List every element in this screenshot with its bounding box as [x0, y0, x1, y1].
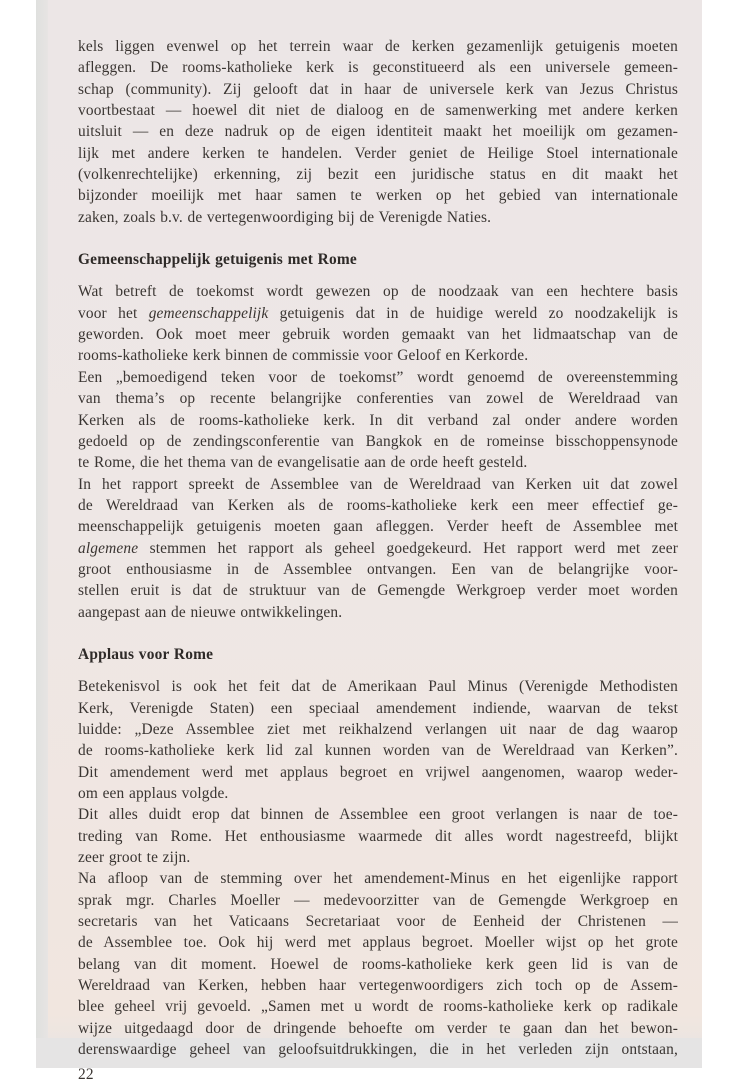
text-line: te Rome, die het thema van de evangelisatie aan de orde heeft gesteld.: [78, 454, 528, 472]
paragraph-bemoedigend-teken: [78, 367, 678, 474]
paragraph-toekomst: [78, 281, 678, 366]
text-line: schap (community). Zij gelooft dat in haar de universele kerk van Jezus Christus: [78, 80, 678, 98]
text-line: voortbestaat — hoewel dit niet de dialoog en de samenwerking met andere kerken: [78, 102, 678, 120]
text-line: zeer groot te zijn.: [78, 849, 191, 867]
page-body: [78, 36, 678, 1086]
text-line: In het rapport spreekt de Assemblee van de Wereldraad van Kerken uit dat zowel: [78, 475, 678, 493]
paragraph-intro: [78, 36, 678, 228]
text-line: de rooms-katholieke kerk lid zal kunnen worden van de Wereldraad van Kerken”.: [78, 742, 678, 760]
text-line: Dit alles duidt erop dat binnen de Assemblee een groot verlangen is naar de toe-: [78, 806, 678, 824]
text-line: om een applaus volgde.: [78, 785, 229, 802]
text-line: Kerken als de rooms-katholieke kerk. In dit verband zal onder andere worden: [78, 411, 678, 429]
text-line: blee geheel vrij gevoeld. „Samen met u wordt de rooms-katholieke kerk op radikale: [78, 998, 678, 1016]
emphasis-gemeenschappelijk: gemeenschappelijk: [148, 304, 269, 322]
text-line: afleggen. De rooms-katholieke kerk is geconstitueerd als een universele gemeen-: [78, 59, 678, 77]
text-line: Een „bemoedigend teken voor de toekomst” wordt genoemd de overeenstemming: [78, 368, 678, 386]
text-line: (volkenrechtelijke) erkenning, zij bezit een juridische status en dit maakt het: [78, 166, 678, 184]
paragraph-amendement: [78, 676, 678, 804]
text-line: derenswaardige geheel van geloofsuitdrukkingen, die in het verleden zijn ontstaan,: [78, 1041, 678, 1059]
text-line: Wat betreft de toekomst wordt gewezen op de noodzaak van een hechtere basis: [78, 283, 678, 301]
text-line: stellen eruit is dat de struktuur van de Gemengde Werkgroep verder moet worden: [78, 582, 678, 600]
text-line: treding van Rome. Het enthousiasme waarmede dit alles wordt nagestreefd, blijkt: [78, 827, 678, 845]
text-line: geworden. Ook moet meer gebruik worden gemaakt van het lidmaatschap van de: [78, 326, 678, 344]
text-line: van thema’s op recente belangrijke conferenties van zowel de Wereldraad van: [78, 390, 678, 408]
text-line: meenschappelijk getuigenis moeten gaan afleggen. Verder heeft de Assemblee met: [78, 518, 678, 536]
emphasis-algemene: algemene: [78, 539, 139, 557]
text-line: de Wereldraad van Kerken als de rooms-katholieke kerk een meer effectief ge-: [78, 496, 678, 514]
text-line: lijk met andere kerken te handelen. Verder geniet de Heilige Stoel internationale: [78, 144, 678, 162]
text-line: sprak mgr. Charles Moeller — medevoorzitter van de Gemengde Werkgroep en: [78, 891, 678, 909]
text-line: secretaris van het Vaticaans Secretariaat voor de Eenheid der Christenen —: [78, 913, 678, 931]
book-page: [36, 0, 702, 1084]
text-line: de Assemblee toe. Ook hij werd met applaus begroet. Moeller wijst op het grote: [78, 934, 678, 952]
text-line: groot enthousiasme in de Assemblee ontvangen. Een van de belangrijke voor-: [78, 560, 678, 578]
text-line: kels liggen evenwel op het terrein waar de kerken gezamenlijk getuigenis moeten: [78, 38, 678, 55]
page-number: 22: [78, 1066, 94, 1084]
paragraph-moeller: [78, 868, 678, 1060]
text-line: wijze uitgedaagd door de dringende behoefte om verder te gaan dan het bewon-: [78, 1019, 678, 1037]
text-line: Betekenisvol is ook het feit dat de Amerikaan Paul Minus (Verenigde Methodisten: [78, 678, 678, 696]
text-line: uitsluit — en deze nadruk op de eigen identiteit maakt het moeilijk om gezamen-: [78, 123, 678, 141]
text-line: zaken, zoals b.v. de vertegenwoordiging bij de Verenigde Naties.: [78, 208, 492, 226]
text-line: aangepast aan de nieuwe ontwikkelingen.: [78, 603, 343, 621]
text-line: belang van dit moment. Hoewel de rooms-katholieke kerk geen lid is van de: [78, 955, 678, 973]
text-line: Dit amendement werd met applaus begroet en vrijwel aangenomen, waarop weder-: [78, 763, 678, 781]
text-line: luidde: „Deze Assemblee ziet met reikhalzend verlangen uit naar de dag waarop: [78, 720, 678, 738]
paragraph-rapport: [78, 474, 678, 623]
text-line: [78, 538, 678, 559]
text-line: [78, 303, 678, 324]
text-line: Wereldraad van Kerken, hebben haar vertegenwoordigers zich toch op de Assem-: [78, 977, 678, 995]
paragraph-toetreding: [78, 804, 678, 868]
text-line: Kerk, Verenigde Staten) een speciaal amendement indiende, waarvan de tekst: [78, 699, 678, 717]
text-line: rooms-katholieke kerk binnen de commissie voor Geloof en Kerkorde.: [78, 347, 529, 365]
text-line: bijzonder moeilijk met haar samen te werken op het gebied van internationale: [78, 187, 678, 205]
section-heading-applaus-voor-rome: Applaus voor Rome: [78, 645, 214, 663]
text-line: gedoeld op de zendingsconferentie van Bangkok en de romeinse bisschoppensynode: [78, 432, 678, 450]
section-heading-gemeenschappelijk-getuigenis: Gemeenschappelijk getuigenis met Rome: [78, 251, 357, 269]
text-line: Na afloop van de stemming over het amendement-Minus en het eigenlijke rapport: [78, 870, 678, 888]
text-fragment: getuigenis dat in de huidige wereld zo noodzakelijk is: [268, 304, 678, 322]
text-fragment: stemmen het rapport als geheel goedgekeurd. Het rapport werd met zeer: [138, 539, 678, 557]
text-fragment: voor het: [78, 304, 149, 322]
page-edge-shadow: [36, 0, 48, 1068]
